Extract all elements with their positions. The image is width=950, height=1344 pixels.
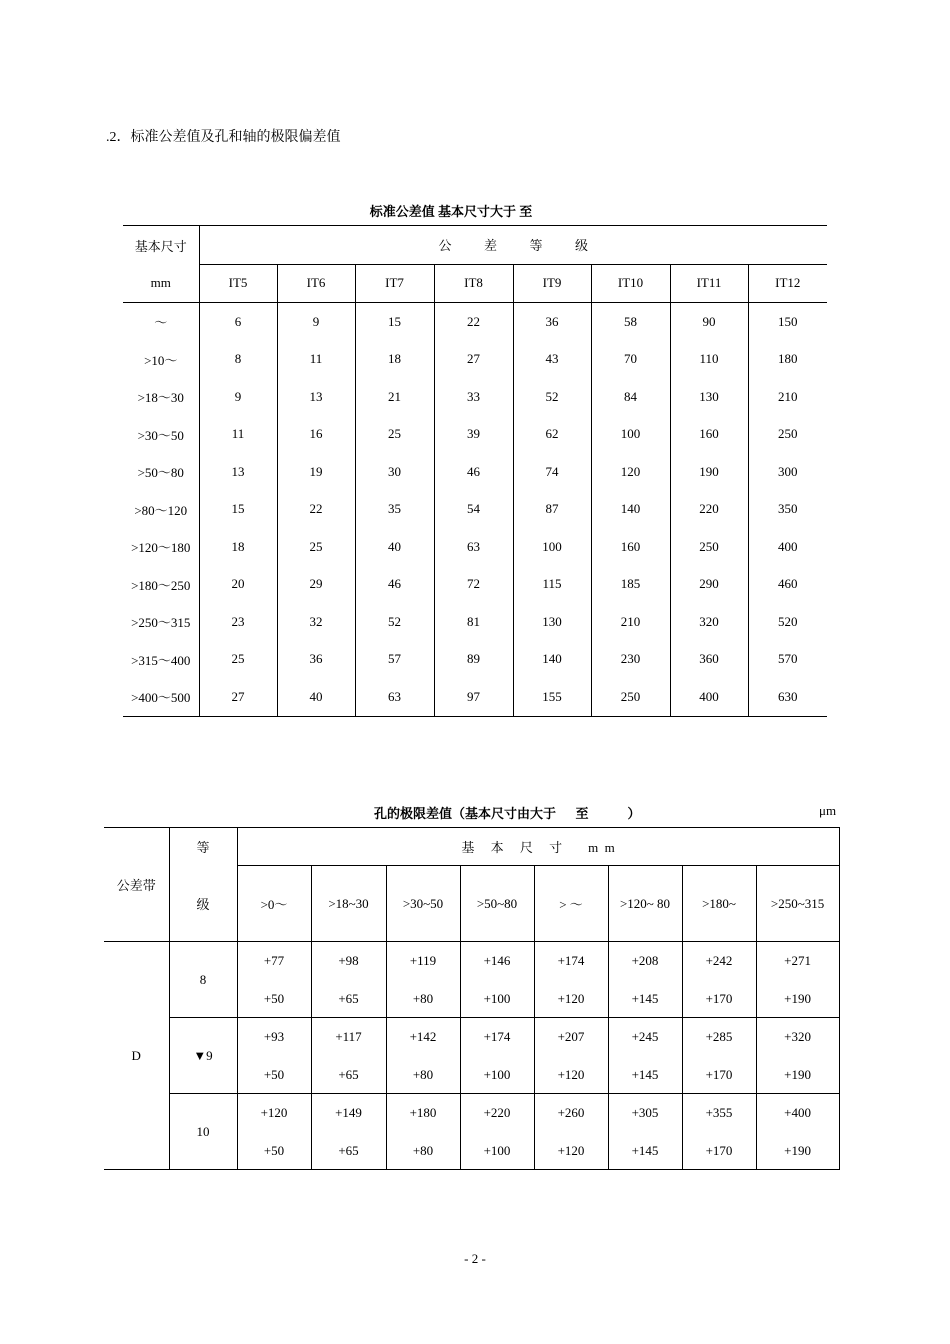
upper-deviation: +220 — [483, 1105, 511, 1120]
size-range-cell: >50～80 — [123, 453, 199, 491]
size-range-cell: >315～400 — [123, 641, 199, 679]
deviation-cell — [682, 942, 756, 1018]
lower-deviation: +120 — [557, 1066, 585, 1082]
table-row — [123, 491, 827, 529]
deviation-cell — [756, 1094, 839, 1170]
tolerance-value-cell: 9 — [199, 378, 277, 416]
table-row — [104, 1094, 839, 1170]
lower-deviation: +65 — [338, 990, 359, 1006]
grade-column-header: IT10 — [591, 264, 670, 303]
lower-deviation: +65 — [338, 1066, 359, 1082]
tolerance-value-cell: 18 — [199, 528, 277, 566]
tolerance-value-cell: 97 — [434, 678, 513, 716]
tolerance-value-cell: 21 — [355, 378, 434, 416]
upper-deviation: +174 — [483, 1029, 511, 1044]
standard-tolerance-table — [123, 225, 827, 717]
tolerance-value-cell: 18 — [355, 341, 434, 379]
tolerance-value-cell: 58 — [591, 303, 670, 341]
tolerance-value-cell: 9 — [277, 303, 355, 341]
deviation-cell — [756, 942, 839, 1018]
section-heading: .2．标准公差值及孔和轴的极限偏差值 — [106, 130, 341, 145]
upper-deviation: +355 — [705, 1105, 733, 1120]
size-column-header: > ～ — [534, 866, 608, 942]
size-column-header: >120~ 80 — [608, 866, 682, 942]
tolerance-value-cell: 84 — [591, 378, 670, 416]
upper-deviation: +93 — [263, 1029, 285, 1044]
upper-deviation: +77 — [263, 953, 285, 968]
tolerance-value-cell: 400 — [778, 538, 798, 554]
upper-deviation: +271 — [784, 953, 811, 968]
tolerance-value-cell: 160 — [591, 528, 670, 566]
deviation-cell — [237, 1018, 311, 1094]
tolerance-value-cell: 15 — [355, 303, 434, 341]
hole-deviation-table — [104, 827, 840, 1170]
tolerance-value-cell: 520 — [778, 613, 798, 629]
deviation-cell — [682, 1018, 756, 1094]
table-row — [123, 641, 827, 679]
tolerance-value-cell: 27 — [199, 678, 277, 716]
tolerance-value-cell: 19 — [277, 453, 355, 491]
tolerance-value-cell: 57 — [355, 641, 434, 679]
lower-deviation: +65 — [338, 1142, 359, 1158]
tolerance-value-cell: 22 — [277, 491, 355, 529]
lower-deviation: +145 — [631, 1066, 659, 1082]
upper-deviation: +208 — [631, 953, 659, 968]
tolerance-value-cell: 8 — [199, 341, 277, 379]
deviation-cell — [386, 942, 460, 1018]
tolerance-value-cell: 52 — [513, 378, 591, 416]
deviation-cell — [608, 1018, 682, 1094]
table-row — [123, 378, 827, 416]
grade-column-header: IT12 — [748, 264, 827, 303]
table-row — [123, 603, 827, 641]
upper-deviation: +146 — [483, 953, 511, 968]
grade-column-header: IT9 — [513, 264, 591, 303]
tolerance-value-cell: 81 — [434, 603, 513, 641]
tolerance-value-cell: 100 — [513, 528, 591, 566]
upper-deviation: +305 — [631, 1105, 659, 1120]
lower-deviation: +120 — [557, 1142, 585, 1158]
size-range-cell: >10～ — [123, 341, 199, 379]
size-range-cell: ～ — [123, 303, 199, 341]
tolerance-value-cell: 250 — [670, 528, 748, 566]
lower-deviation: +120 — [557, 990, 585, 1006]
size-range-cell: >18～30 — [123, 378, 199, 416]
size-header: 基本尺寸 — [123, 226, 199, 265]
tolerance-value-cell: 46 — [434, 453, 513, 491]
deviation-cell — [237, 1094, 311, 1170]
table-row — [123, 678, 827, 716]
upper-deviation: +174 — [557, 953, 585, 968]
deviation-cell — [534, 942, 608, 1018]
tolerance-value-cell: 140 — [591, 491, 670, 529]
tolerance-value-cell: 33 — [434, 378, 513, 416]
grade-cell: 10 — [169, 1094, 237, 1170]
deviation-cell — [311, 1018, 386, 1094]
tolerance-value-cell: 400 — [670, 678, 748, 716]
upper-deviation: +119 — [409, 953, 437, 968]
table-row — [123, 528, 827, 566]
tolerance-value-cell: 210 — [591, 603, 670, 641]
size-column-header: >50~80 — [460, 866, 534, 942]
size-column-header: >18~30 — [311, 866, 386, 942]
tolerance-value-cell: 110 — [670, 341, 748, 379]
lower-deviation: +50 — [263, 990, 285, 1006]
tolerance-value-cell: 22 — [434, 303, 513, 341]
size-range-cell: >30～50 — [123, 416, 199, 454]
tolerance-value-cell: 30 — [355, 453, 434, 491]
lower-deviation: +170 — [705, 1142, 733, 1158]
tolerance-value-cell: 120 — [591, 453, 670, 491]
tolerance-band-cell: D — [104, 942, 169, 1170]
upper-deviation: +117 — [335, 1029, 362, 1044]
upper-deviation: +98 — [338, 953, 359, 968]
tolerance-value-cell: 36 — [277, 641, 355, 679]
grade-column-header: IT7 — [355, 264, 434, 303]
tolerance-value-cell: 250 — [778, 426, 798, 442]
tolerance-value-cell: 320 — [670, 603, 748, 641]
size-column-header: >250~315 — [756, 866, 839, 942]
tolerance-value-cell: 130 — [670, 378, 748, 416]
grade-header-line1: 等 — [169, 828, 237, 866]
tolerance-value-cell: 210 — [778, 388, 798, 404]
grade-column-header: IT8 — [434, 264, 513, 303]
tolerance-value-cell: 52 — [355, 603, 434, 641]
deviation-cell — [534, 1018, 608, 1094]
size-range-cell: >180～250 — [123, 566, 199, 604]
deviation-cell — [386, 1094, 460, 1170]
tolerance-value-cell: 13 — [277, 378, 355, 416]
table-row — [123, 453, 827, 491]
deviation-cell — [460, 942, 534, 1018]
tolerance-value-cell: 360 — [670, 641, 748, 679]
lower-deviation: +100 — [483, 990, 511, 1006]
deviation-cell — [460, 1094, 534, 1170]
upper-deviation: +149 — [335, 1105, 362, 1120]
grade-column-header: IT6 — [277, 264, 355, 303]
tolerance-value-cell: 185 — [591, 566, 670, 604]
table1-title — [0, 201, 950, 220]
tolerance-value-cell: 25 — [355, 416, 434, 454]
tolerance-value-cell: 36 — [513, 303, 591, 341]
grade-column-header: IT11 — [670, 264, 748, 303]
deviation-cell — [682, 1094, 756, 1170]
size-unit-header: mm — [123, 264, 199, 303]
lower-deviation: +190 — [784, 990, 811, 1006]
tolerance-value-cell: 43 — [513, 341, 591, 379]
upper-deviation: +400 — [784, 1105, 811, 1120]
grade-cell: ▼9 — [169, 1018, 237, 1094]
deviation-cell — [534, 1094, 608, 1170]
tolerance-value-cell: 62 — [513, 416, 591, 454]
upper-deviation: +285 — [705, 1029, 733, 1044]
size-range-cell: >400～500 — [123, 678, 199, 716]
tolerance-value-cell: 23 — [199, 603, 277, 641]
tolerance-value-cell: 115 — [513, 566, 591, 604]
tolerance-value-cell: 130 — [513, 603, 591, 641]
tolerance-value-cell: 27 — [434, 341, 513, 379]
lower-deviation: +80 — [412, 1142, 434, 1158]
size-column-header: >180~ — [682, 866, 756, 942]
tolerance-value-cell: 20 — [199, 566, 277, 604]
deviation-cell — [608, 942, 682, 1018]
tolerance-value-cell: 90 — [670, 303, 748, 341]
table-row — [123, 303, 827, 341]
upper-deviation: +260 — [557, 1105, 585, 1120]
upper-deviation: +320 — [784, 1029, 811, 1044]
deviation-cell — [756, 1018, 839, 1094]
upper-deviation: +242 — [705, 953, 733, 968]
table-row — [123, 341, 827, 379]
tolerance-value-cell: 11 — [199, 416, 277, 454]
grade-header: 公 差 等 级 — [199, 226, 827, 265]
table-row — [104, 1018, 839, 1094]
tolerance-value-cell: 6 — [199, 303, 277, 341]
size-column-header: >0～ — [237, 866, 311, 942]
upper-deviation: +207 — [557, 1029, 585, 1044]
tolerance-value-cell: 16 — [277, 416, 355, 454]
tolerance-value-cell: 180 — [778, 351, 798, 367]
table2-unit: μm — [819, 803, 837, 818]
table1-title-text: 标准公差值 基本尺寸大于 至 — [369, 204, 533, 219]
upper-deviation: +245 — [631, 1029, 659, 1044]
lower-deviation: +145 — [631, 1142, 659, 1158]
upper-deviation: +120 — [260, 1105, 288, 1120]
tolerance-value-cell: 290 — [670, 566, 748, 604]
tolerance-value-cell: 29 — [277, 566, 355, 604]
lower-deviation: +145 — [631, 990, 659, 1006]
grade-cell: 8 — [169, 942, 237, 1018]
tolerance-value-cell: 150 — [778, 313, 798, 329]
size-column-header: >30~50 — [386, 866, 460, 942]
tolerance-value-cell: 160 — [670, 416, 748, 454]
tolerance-band-header: 公差带 — [104, 828, 169, 942]
lower-deviation: +190 — [784, 1142, 811, 1158]
tolerance-value-cell: 230 — [591, 641, 670, 679]
tolerance-value-cell: 39 — [434, 416, 513, 454]
deviation-cell — [311, 942, 386, 1018]
tolerance-value-cell: 630 — [778, 688, 798, 704]
tolerance-value-cell: 300 — [778, 463, 798, 479]
tolerance-value-cell: 570 — [778, 651, 798, 667]
tolerance-value-cell: 190 — [670, 453, 748, 491]
tolerance-value-cell: 40 — [355, 528, 434, 566]
tolerance-value-cell: 25 — [199, 641, 277, 679]
tolerance-value-cell: 46 — [355, 566, 434, 604]
tolerance-value-cell: 250 — [591, 678, 670, 716]
tolerance-value-cell: 32 — [277, 603, 355, 641]
deviation-cell — [460, 1018, 534, 1094]
tolerance-value-cell: 72 — [434, 566, 513, 604]
table-row — [123, 416, 827, 454]
size-range-cell: >120～180 — [123, 528, 199, 566]
grade-column-header: IT5 — [199, 264, 277, 303]
lower-deviation: +50 — [263, 1142, 285, 1158]
deviation-cell — [386, 1018, 460, 1094]
tolerance-value-cell: 140 — [513, 641, 591, 679]
tolerance-value-cell: 100 — [591, 416, 670, 454]
tolerance-value-cell: 11 — [277, 341, 355, 379]
tolerance-value-cell: 63 — [355, 678, 434, 716]
tolerance-value-cell: 13 — [199, 453, 277, 491]
tolerance-value-cell: 25 — [277, 528, 355, 566]
tolerance-value-cell: 460 — [778, 576, 798, 592]
deviation-cell — [608, 1094, 682, 1170]
tolerance-value-cell: 40 — [277, 678, 355, 716]
tolerance-value-cell: 15 — [199, 491, 277, 529]
lower-deviation: +100 — [483, 1066, 511, 1082]
size-range-cell: >250～315 — [123, 603, 199, 641]
lower-deviation: +100 — [483, 1142, 511, 1158]
table2-title: 孔的极限差值（基本尺寸由大于 至 ） — [374, 806, 641, 821]
basic-size-header: 基 本 尺 寸 m m — [237, 828, 839, 866]
upper-deviation: +180 — [409, 1105, 437, 1120]
grade-header-line2: 级 — [169, 866, 237, 942]
tolerance-value-cell: 74 — [513, 453, 591, 491]
tolerance-value-cell: 54 — [434, 491, 513, 529]
table-row — [123, 566, 827, 604]
tolerance-value-cell: 63 — [434, 528, 513, 566]
size-range-cell: >80～120 — [123, 491, 199, 529]
lower-deviation: +80 — [412, 1066, 434, 1082]
lower-deviation: +80 — [412, 990, 434, 1006]
table-row — [104, 942, 839, 1018]
tolerance-value-cell: 89 — [434, 641, 513, 679]
page-number: - 2 - — [464, 1251, 486, 1266]
tolerance-value-cell: 70 — [591, 341, 670, 379]
lower-deviation: +50 — [263, 1066, 285, 1082]
tolerance-value-cell: 155 — [513, 678, 591, 716]
lower-deviation: +170 — [705, 990, 733, 1006]
tolerance-value-cell: 35 — [355, 491, 434, 529]
tolerance-value-cell: 220 — [670, 491, 748, 529]
lower-deviation: +170 — [705, 1066, 733, 1082]
deviation-cell — [237, 942, 311, 1018]
upper-deviation: +142 — [409, 1029, 437, 1044]
lower-deviation: +190 — [784, 1066, 811, 1082]
deviation-cell — [311, 1094, 386, 1170]
tolerance-value-cell: 87 — [513, 491, 591, 529]
tolerance-value-cell: 350 — [778, 501, 798, 517]
